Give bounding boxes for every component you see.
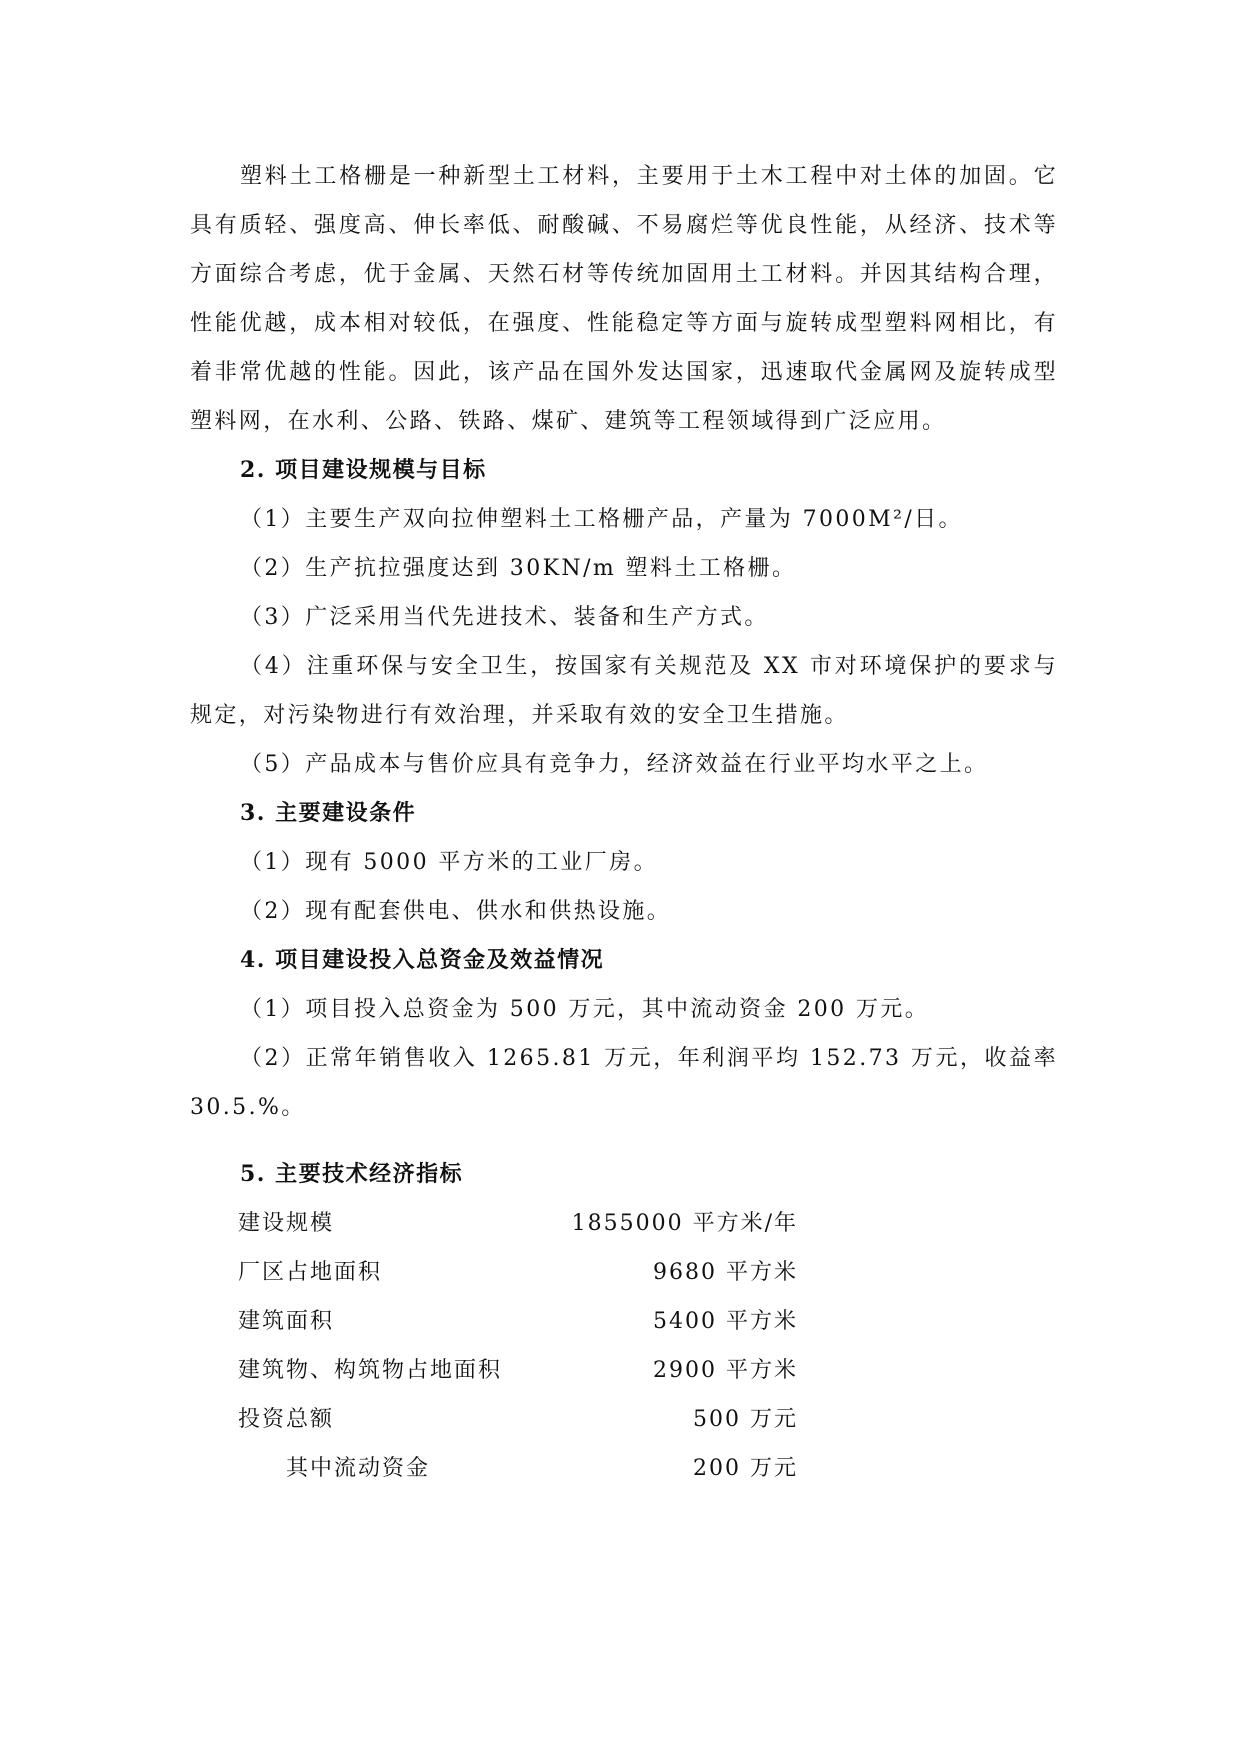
metric-row [238, 1395, 798, 1444]
section-2-item-3: （3）广泛采用当代先进技术、装备和生产方式。 [240, 605, 769, 630]
section-3-item-1: （1）现有 5000 平方米的工业厂房。 [240, 850, 658, 875]
metric-value: 1855000 平方米/年 [571, 1211, 798, 1236]
metric-row [238, 1248, 798, 1297]
metric-row [238, 1297, 798, 1346]
section-3-heading: 3. 主要建设条件 [240, 800, 417, 826]
section-spacer [190, 1132, 1058, 1150]
metric-label: 建筑面积 [238, 1309, 335, 1334]
metric-row [238, 1444, 798, 1493]
metric-value: 200 万元 [693, 1456, 798, 1481]
section-5-heading: 5. 主要技术经济指标 [240, 1161, 464, 1187]
metric-label: 投资总额 [238, 1407, 335, 1432]
metric-value: 9680 平方米 [653, 1260, 798, 1285]
metric-label: 建设规模 [238, 1211, 335, 1236]
metric-value: 2900 平方米 [653, 1358, 798, 1383]
metric-value: 500 万元 [693, 1407, 798, 1432]
section-2-heading: 2. 项目建设规模与目标 [240, 457, 487, 483]
section-4-heading: 4. 项目建设投入总资金及效益情况 [240, 947, 605, 973]
section-4-item-1: （1）项目投入总资金为 500 万元，其中流动资金 200 万元。 [240, 997, 930, 1022]
metric-row [238, 1199, 798, 1248]
document-page [190, 152, 1058, 1493]
section-2-item-5: （5）产品成本与售价应具有竞争力，经济效益在行业平均水平之上。 [240, 752, 989, 777]
metric-label: 建筑物、构筑物占地面积 [238, 1358, 503, 1383]
section-2-item-4: （4）注重环保与安全卫生，按国家有关规范及 XX 市对环境保护的要求与规定，对污染物进行有效治理，并采取有效的安全卫生措施。 [190, 654, 1058, 728]
metric-label: 厂区占地面积 [238, 1260, 383, 1285]
metric-value: 5400 平方米 [653, 1309, 798, 1334]
section-2-item-1: （1）主要生产双向拉伸塑料土工格栅产品，产量为 7000M²/日。 [240, 507, 963, 532]
section-3-item-2: （2）现有配套供电、供水和供热设施。 [240, 899, 672, 924]
section-4-item-2: （2）正常年销售收入 1265.81 万元，年利润平均 152.73 万元，收益率 30.5.%。 [190, 1046, 1058, 1120]
metric-label: 其中流动资金 [286, 1456, 431, 1481]
metrics-table [238, 1199, 798, 1493]
intro-paragraph: 塑料土工格栅是一种新型土工材料，主要用于土木工程中对土体的加固。它具有质轻、强度高、伸长率低、耐酸碱、不易腐烂等优良性能，从经济、技术等方面综合考虑，优于金属、天然石材等传统加固用土工材料。并因其结构合理，性能优越，成本相对较低，在强度、性能稳定等方面与旋转成型塑料网相比，有着非常优越的性能。因此，该产品在国外发达国家，迅速取代金属网及旋转成型塑料网，在水利、公路、铁路、煤矿、建筑等工程领域得到广泛应用。 [190, 164, 1058, 434]
metric-row [238, 1346, 798, 1395]
section-2-item-2: （2）生产抗拉强度达到 30KN/m 塑料土工格栅。 [240, 556, 797, 581]
